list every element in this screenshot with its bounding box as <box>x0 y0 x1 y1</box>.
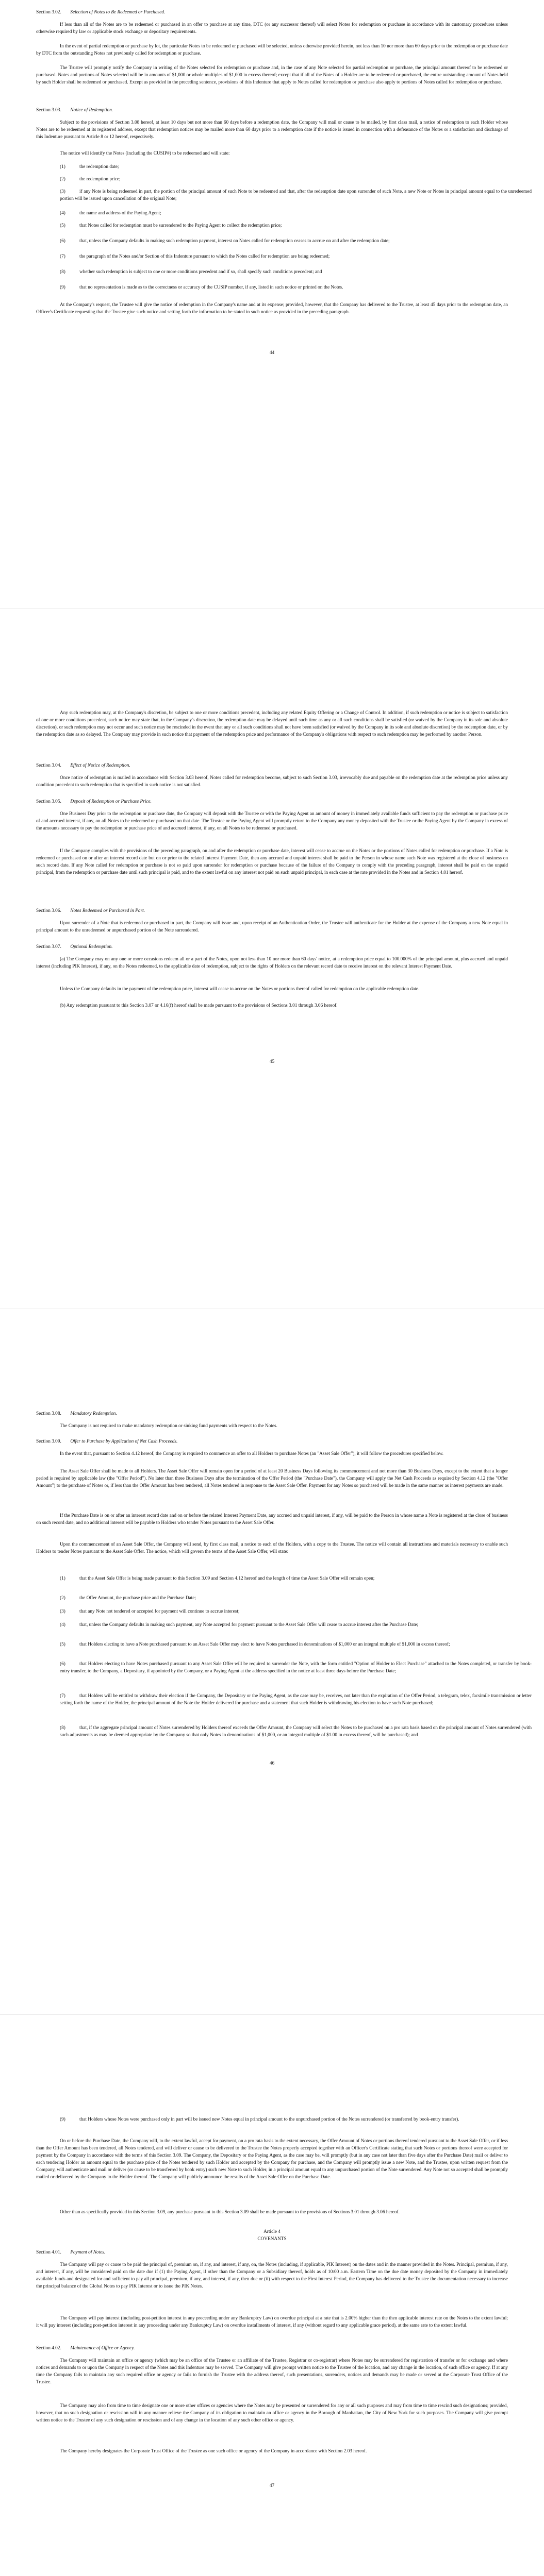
item-label: (8) <box>60 1725 65 1731</box>
item-label: (7) <box>60 254 65 259</box>
paragraph: The Company is not required to make mandatory redemption or sinking fund payments with respect to the Notes. <box>60 1423 277 1429</box>
item-text: that Holders whose Notes were purchased only in part will be issued new Notes equal in principal amount to the unpurchased portion of the Notes surrendered (or transferred by book-entry transfer). <box>79 2117 459 2122</box>
item-text: that any Note not tendered or accepted for payment will continue to accrue interest; <box>79 1609 240 1614</box>
item-label: (7) <box>60 1693 65 1699</box>
item-text: that, if the aggregate principal amount of Notes surrendered by Holders thereof exceeds the Offer Amount, the Company will select the Notes to be purchased on a pro rata basis based on the principal amount of Notes surrendered (with such adjustments as may be deemed appropriate by the Company so that only Notes in denominations of $1,000, or an integral multiple of $1.00 in excess thereof, will be purchased); and <box>60 1725 532 1738</box>
item-text: that Holders will be entitled to withdraw their election if the Company, the Depositary or the Paying Agent, as the case may be, receives, not later than the expiration of the Offer Period, a telegram, telex, facsimile transmission or letter setting forth the name of the Holder, the principal amount of the Note the Holder delivered for purchase and a statement that such Holder is withdrawing his election to have such Note purchased; <box>60 1693 532 1706</box>
section-heading <box>36 1411 508 1418</box>
section-title: Optional Redemption. <box>70 944 113 950</box>
paragraph: If the Company complies with the provisions of the preceding paragraph, on and after the redemption or purchase date, interest will cease to accrue on the Notes or the portions of Notes called for redemption or purchase. If a Note is redeemed or purchased on or after an interest record date but on or prior to the related Interest Payment Date, then any accrued and unpaid interest shall be paid to the Person in whose name such Note was registered at the close of business on such record date. If any Note called for redemption or purchase is not so paid upon surrender for redemption or purchase because of the failure of the Company to comply with the preceding paragraph, interest shall be paid on the unpaid principal, from the redemption or purchase date until such principal is paid, and to the extent lawful on any interest not paid on such unpaid principal, in each case at the rate provided in the Notes and in Section 4.01 hereof. <box>36 849 508 875</box>
section-title: Effect of Notice of Redemption. <box>70 763 130 768</box>
section-number: Section 4.01. <box>36 2250 61 2255</box>
list-item <box>36 1595 532 1602</box>
section-number: Section 3.06. <box>36 908 61 913</box>
section-title: Selection of Notes to Be Redeemed or Purchased. <box>70 10 166 15</box>
paragraph: The Trustee will promptly notify the Company in writing of the Notes selected for redemption or purchase and, in the case of any Note selected for partial redemption or purchase, the principal amount thereof to be redeemed or purchased. Notes and portions of Notes selected will be in amounts of $1,000 or whole multiples of $1,000 in excess thereof; except that if all of the Notes of a Holder are to be redeemed or purchased, the entire outstanding amount of Notes held by such Holder shall be redeemed or purchased. Except as provided in the preceding sentence, provisions of this Indenture that apply to Notes called for redemption or purchase also apply to portions of Notes called for redemption or purchase. <box>36 65 508 85</box>
paragraph: In the event of partial redemption or purchase by lot, the particular Notes to be redeemed or purchased will be selected, unless otherwise provided herein, not less than 10 nor more than 60 days prior to the redemption or purchase date by DTC from the outstanding Notes not previously called for redemption or purchase. <box>36 44 508 56</box>
section-number: Section 3.04. <box>36 763 61 768</box>
article-title: COVENANTS <box>257 2236 287 2242</box>
article-number: Article 4 <box>263 2229 281 2234</box>
list-item <box>36 269 532 276</box>
paragraph: Upon the commencement of an Asset Sale Offer, the Company will send, by first class mail, a notice to each of the Holders, with a copy to the Trustee. The notice will contain all instructions and materials necessary to enable such Holders to tender Notes pursuant to the Asset Sale Offer. The notice, which will govern the terms of the Asset Sale Offer, will state: <box>36 1542 508 1554</box>
item-text: the redemption date; <box>79 164 119 170</box>
section-heading <box>36 9 508 16</box>
section-heading <box>36 944 508 951</box>
section-title: Notes Redeemed or Purchased in Part. <box>70 908 145 913</box>
page-separator <box>0 2014 544 2015</box>
paragraph: The Company will pay interest (including post-petition interest in any proceeding under any Bankruptcy Law) on overdue principal at a rate that is 2.00% higher than the then applicable interest rate on the Notes to the extent lawful; it will pay interest (including post-petition interest in any proceeding under any Bankruptcy Law) on overdue installments of interest, if any (without regard to any applicable grace period), at the same rate to the extent lawful. <box>36 2316 508 2328</box>
paragraph: The Company will maintain an office or agency (which may be an office of the Trustee or an affiliate of the Trustee, Registrar or co-registrar) where Notes may be surrendered for registration of transfer or for exchange and where notices and demands to or upon the Company in respect of the Notes and this Indenture may be served. The Company will give prompt written notice to the Trustee of the location, and any change in the location, of such office or agency. If at any time the Company fails to maintain any such required office or agency or fails to furnish the Trustee with the address thereof, such presentations, surrenders, notices and demands may be made or served at the Corporate Trust Office of the Trustee. <box>36 2358 508 2385</box>
section-heading <box>36 762 508 770</box>
paragraph: Any such redemption may, at the Company's discretion, be subject to one or more conditions precedent, including any related Equity Offering or a Change of Control. In addition, if such redemption or notice is subject to satisfaction of one or more conditions precedent, such notice may state that, in the Company's discretion, the redemption date may be delayed until such time as any or all such conditions shall be satisfied (or waived by the Company in its sole and absolute discretion), or such redemption may not occur and such notice may be rescinded in the event that any or all such conditions shall not have been satisfied (or waived by the Company in its sole and absolute discretion) by the redemption date, or by the redemption date as so delayed. The Company may provide in such notice that payment of the redemption price and performance of the Company's obligations with respect to such redemption may be performed by another Person. <box>36 710 508 737</box>
section-number: Section 3.08. <box>36 1411 61 1416</box>
section-title: Offer to Purchase by Application of Net Cash Proceeds. <box>70 1439 178 1444</box>
item-text: the Offer Amount, the purchase price and the Purchase Date; <box>79 1596 196 1601</box>
item-text: that the Asset Sale Offer is being made pursuant to this Section 3.09 and Section 4.12 hereof and the length of time the Asset Sale Offer will remain open; <box>79 1576 375 1581</box>
list-item <box>36 176 532 183</box>
item-text: that, unless the Company defaults in making such payment, any Note accepted for payment pursuant to the Asset Sale Offer will cease to accrue interest after the Purchase Date; <box>79 1622 419 1628</box>
item-label: (4) <box>60 211 65 216</box>
item-label: (3) <box>60 189 65 194</box>
list-item <box>36 253 532 261</box>
item-label: (9) <box>60 2117 65 2122</box>
page-number: 47 <box>269 2483 275 2488</box>
paragraph: If less than all of the Notes are to be redeemed or purchased in an offer to purchase at any time, DTC (or any successor thereof) will select Notes for redemption or purchase in accordance with its customary procedures unless otherwise required by law or applicable stock exchange or depositary requirements. <box>36 22 508 35</box>
item-label: (5) <box>60 1642 65 1647</box>
item-label: (8) <box>60 269 65 275</box>
list-item <box>36 1608 532 1616</box>
item-label: (2) <box>60 1596 65 1601</box>
section-heading <box>36 799 508 806</box>
list-item <box>36 1725 532 1739</box>
item-label: (4) <box>60 1622 65 1628</box>
list-item <box>36 1693 532 1707</box>
paragraph: Other than as specifically provided in this Section 3.09, any purchase pursuant to this Section 3.09 shall be made pursuant to the provisions of Sections 3.01 through 3.06 hereof. <box>60 2210 400 2215</box>
item-text: whether such redemption is subject to one or more conditions precedent and if so, shall specify such conditions precedent; and <box>79 269 322 275</box>
item-label: (6) <box>60 239 65 244</box>
page-number: 46 <box>269 1761 275 1766</box>
item-text: the name and address of the Paying Agent; <box>79 211 161 216</box>
section-heading <box>36 908 508 915</box>
paragraph: (a) The Company may on any one or more occasions redeem all or a part of the Notes, upon not less than 10 nor more than 60 days' notice, at a redemption price equal to 100.000% of the principal amount, plus accrued and unpaid interest (including PIK Interest), if any, on the Notes redeemed, to the applicable date of redemption, subject to the rights of Holders on the relevant record date to receive interest on the relevant Interest Payment Date. <box>36 957 508 969</box>
paragraph: One Business Day prior to the redemption or purchase date, the Company will deposit with the Trustee or with the Paying Agent an amount of money in immediately available funds sufficient to pay the redemption or purchase price of and accrued interest, if any, on all Notes to be redeemed or purchased on that date. The Trustee or the Paying Agent will promptly return to the Company any money deposited with the Trustee or the Paying Agent by the Company in excess of the amounts necessary to pay the redemption or purchase price of and accrued interest, if any, on all Notes to be redeemed or purchased. <box>36 811 508 831</box>
paragraph: Unless the Company defaults in the payment of the redemption price, interest will cease to accrue on the Notes or portions thereof called for redemption on the applicable redemption date. <box>60 987 420 992</box>
paragraph: Upon surrender of a Note that is redeemed or purchased in part, the Company will issue and, upon receipt of an Authentication Order, the Trustee will authenticate for the Holder at the expense of the Company a new Note equal in principal amount to the unredeemed or unpurchased portion of the Note surrendered. <box>36 921 508 933</box>
list-item <box>36 1661 532 1675</box>
section-title: Deposit of Redemption or Purchase Price. <box>70 799 152 804</box>
list-item <box>36 1641 532 1649</box>
item-label: (2) <box>60 177 65 182</box>
item-text: that no representation is made as to the correctness or accuracy of the CUSIP number, if any, listed in such notice or printed on the Notes. <box>79 285 343 290</box>
item-text: the paragraph of the Notes and/or Section of this Indenture pursuant to which the Notes called for redemption are being redeemed; <box>79 254 330 259</box>
paragraph: (b) Any redemption pursuant to this Section 3.07 or 4.16(f) hereof shall be made pursuant to the provisions of Sections 3.01 through 3.06 hereof. <box>60 1003 338 1008</box>
item-label: (1) <box>60 1576 65 1581</box>
paragraph: At the Company's request, the Trustee will give the notice of redemption in the Company's name and at its expense; provided, however, that the Company has delivered to the Trustee, at least 45 days prior to the redemption date, an Officer's Certificate requesting that the Trustee give such notice and setting forth the information to be stated in such notice as provided in the preceding paragraph. <box>36 302 508 315</box>
section-title: Maintenance of Office or Agency. <box>70 2346 135 2351</box>
list-item <box>36 189 532 203</box>
paragraph: The Company will pay or cause to be paid the principal of, premium on, if any, and interest, if any, on, the Notes (including, if applicable, PIK Interest) on the dates and in the manner provided in the Notes. Principal, premium, if any, and interest, if any, will be considered paid on the date due if (1) the Paying Agent, if other than the Company or a Subsidiary thereof, holds as of 10:00 a.m. Eastern Time on the due date money deposited by the Company in immediately available funds and designated for and sufficient to pay all principal, premium, if any, and interest, if any, then due or (ii) with respect to the First Interest Period, the Company has delivered to the Trustee the documentation necessary to increase the principal balance of the Global Notes to pay PIK Interest or to issue the PIK Notes. <box>36 2262 508 2289</box>
item-text: the redemption price; <box>79 177 121 182</box>
section-title: Notice of Redemption. <box>70 108 113 113</box>
section-heading <box>36 107 508 114</box>
paragraph: If the Purchase Date is on or after an interest record date and on or before the related Interest Payment Date, any accrued and unpaid interest, if any, will be paid to the Person in whose name a Note is registered at the close of business on such record date, and no additional interest will be payable to Holders who tender Notes pursuant to the Asset Sale Offer. <box>36 1513 508 1526</box>
list-item <box>36 284 532 292</box>
list-item <box>36 2116 532 2124</box>
paragraph: On or before the Purchase Date, the Company will, to the extent lawful, accept for payment, on a pro rata basis to the extent necessary, the Offer Amount of Notes or portions thereof tendered pursuant to the Asset Sale Offer, or if less than the Offer Amount has been tendered, all Notes tendered, and will deliver or cause to be delivered to the Trustee the Notes properly accepted together with an Officer's Certificate stating that such Notes or portions thereof were accepted for payment by the Company in accordance with the terms of this Section 3.09. The Company, the Depositary or the Paying Agent, as the case may be, will promptly (but in any case not later than five days after the Purchase Date) mail or deliver to each tendering Holder an amount equal to the purchase price of the Notes tendered by such Holder and accepted by the Company for purchase, and the Company will promptly issue a new Note, and the Trustee, upon written request from the Company, will authenticate and mail or deliver (or cause to be transferred by book entry) such new Note to such Holder, in a principal amount equal to any unpurchased portion of the Note surrendered. Any Note not so accepted shall be promptly mailed or delivered by the Company to the Holder thereof. The Company will publicly announce the results of the Asset Sale Offer on the Purchase Date. <box>36 2139 508 2180</box>
paragraph: The Company hereby designates the Corporate Trust Office of the Trustee as one such office or agency of the Company in accordance with Section 2.03 hereof. <box>60 2449 367 2454</box>
item-text: if any Note is being redeemed in part, the portion of the principal amount of such Note to be redeemed and that, after the redemption date upon surrender of such Note, a new Note or Notes in principal amount equal to the unredeemed portion will be issued upon cancellation of the original Note; <box>60 189 532 201</box>
section-number: Section 3.03. <box>36 108 61 113</box>
section-number: Section 3.05. <box>36 799 61 804</box>
section-number: Section 3.09. <box>36 1439 61 1444</box>
section-number: Section 3.07. <box>36 944 61 950</box>
section-heading <box>36 2345 508 2352</box>
section-title: Mandatory Redemption. <box>70 1411 117 1416</box>
item-label: (9) <box>60 285 65 290</box>
paragraph: Once notice of redemption is mailed in accordance with Section 3.03 hereof, Notes called for redemption become, subject to such Section 3.03, irrevocably due and payable on the redemption date at the redemption price unless any condition precedent to such redemption that is specified in such notice is not satisfied. <box>36 775 508 788</box>
section-title: Payment of Notes. <box>70 2250 106 2255</box>
section-number: Section 4.02. <box>36 2346 61 2351</box>
item-label: (3) <box>60 1609 65 1614</box>
page-number: 44 <box>269 350 275 355</box>
section-number: Section 3.02. <box>36 10 61 15</box>
paragraph: The Asset Sale Offer shall be made to all Holders. The Asset Sale Offer will remain open for a period of at least 20 Business Days following its commencement and not more than 30 Business Days, except to the extent that a longer period is required by applicable law (the "Offer Period"). No later than three Business Days after the termination of the Offer Period (the "Purchase Date"), the Company will apply the Net Cash Proceeds as required by Section 4.12 (the "Offer Amount") to the purchase of Notes or, if less than the Offer Amount has been tendered, all Notes tendered in response to the Asset Sale Offer. Payment for any Notes so purchased will be made in the same manner as interest payments are made. <box>36 1469 508 1488</box>
list-item <box>36 1575 532 1583</box>
item-label: (1) <box>60 164 65 170</box>
paragraph: Subject to the provisions of Section 3.08 hereof, at least 10 days but not more than 60 days before a redemption date, the Company will mail or cause to be mailed, by first class mail, a notice of redemption to each Holder whose Notes are to be redeemed at its registered address, except that redemption notices may be mailed more than 60 days prior to a redemption date if the notice is issued in connection with a defeasance of the Notes or a satisfaction and discharge of this Indenture pursuant to Article 8 or 12 hereof, respectively. <box>36 120 508 140</box>
paragraph: The Company may also from time to time designate one or more other offices or agencies where the Notes may be presented or surrendered for any or all such purposes and may from time to time rescind such designations; provided, however, that no such designation or rescission will in any manner relieve the Company of its obligation to maintain an office or agency in the Borough of Manhattan, the City of New York for such purposes. The Company will give prompt written notice to the Trustee of any such designation or rescission and of any change in the location of any such other office or agency. <box>36 2403 508 2423</box>
section-heading <box>36 1438 508 1446</box>
section-heading <box>36 2249 508 2257</box>
item-text: that, unless the Company defaults in making such redemption payment, interest on Notes called for redemption ceases to accrue on and after the redemption date; <box>79 239 390 244</box>
list-item <box>36 210 532 217</box>
page-number: 45 <box>269 1059 275 1064</box>
item-label: (5) <box>60 223 65 228</box>
paragraph: The notice will identify the Notes (including the CUSIP#) to be redeemed and will state: <box>60 151 230 156</box>
item-text: that Notes called for redemption must be surrendered to the Paying Agent to collect the redemption price; <box>79 223 282 228</box>
item-label: (6) <box>60 1662 65 1667</box>
list-item <box>36 238 532 245</box>
item-text: that Holders electing to have Notes purchased pursuant to any Asset Sale Offer will be required to surrender the Note, with the form entitled "Option of Holder to Elect Purchase" attached to the Notes completed, or transfer by book-entry transfer, to the Company, a Depositary, if appointed by the Company, or a Paying Agent at the address specified in the notice at least three days before the Purchase Date; <box>60 1662 532 1674</box>
paragraph: In the event that, pursuant to Section 4.12 hereof, the Company is required to commence an offer to all Holders to purchase Notes (an "Asset Sale Offer"), it will follow the procedures specified below. <box>60 1451 443 1456</box>
item-text: that Holders electing to have a Note purchased pursuant to an Asset Sale Offer may elect to have Notes purchased in denominations of $1,000 or an integral multiple of $1,000 in excess thereof; <box>79 1642 450 1647</box>
list-item <box>36 164 532 171</box>
list-item <box>36 223 532 230</box>
list-item <box>36 1622 532 1629</box>
